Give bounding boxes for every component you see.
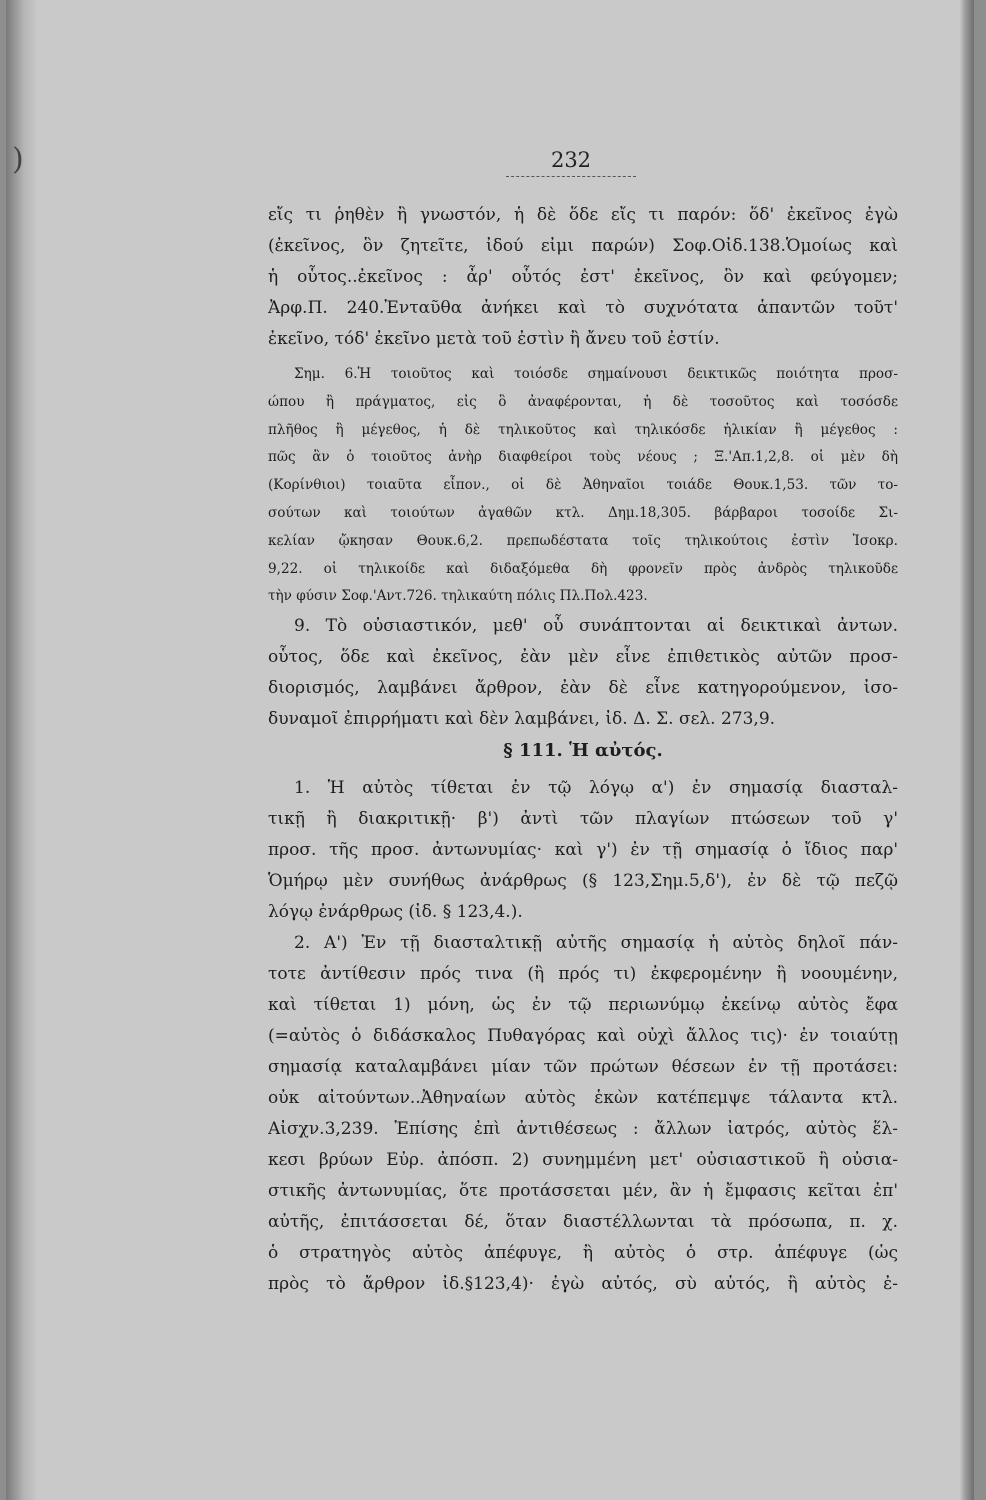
page-number: 232 xyxy=(550,148,592,172)
note-line: πῶς ἂν ὁ τοιοῦτος ἀνὴρ διαφθείροι τοὺς νέους ; Ξ.'Απ.1,2,8. οἱ μὲν δὴ xyxy=(268,449,898,466)
text-line: οὗτος, ὅδε καὶ ἐκεῖνος, ἐὰν μὲν εἶνε ἐπιθετικὸς αὐτῶν προσ- xyxy=(268,647,898,668)
note-line: κελίαν ᾤκησαν Θουκ.6,2. πρεπωδέστατα τοῖς τηλικούτοις ἐστὶν Ἰσοκρ. xyxy=(268,532,898,549)
paragraph-ekeinos xyxy=(268,200,898,355)
text-line: οὐκ αἰτούντων..Ἀθηναίων αὐτὸς ἑκὼν κατέπεμψε τάλαντα κτλ. xyxy=(268,1088,898,1109)
page-gutter xyxy=(6,0,36,1500)
text-line: Αἰσχν.3,239. Ἐπίσης ἐπὶ ἀντιθέσεως : ἄλλων ἰατρός, αὐτὸς ἕλ- xyxy=(268,1119,898,1140)
text-line: διορισμός, λαμβάνει ἄρθρον, ἐὰν δὲ εἶνε κατηγορούμενον, ἰσο- xyxy=(268,678,898,699)
page-number-rule xyxy=(506,176,636,177)
note-6 xyxy=(268,361,898,611)
book-page xyxy=(6,0,974,1500)
note-line: 9,22. οἱ τηλικοίδε καὶ διδαξόμεθα δὴ φρονεῖν πρὸς ἀνδρὸς τηλικοῦδε xyxy=(268,560,898,577)
note-line: ώπου ἢ πράγματος, εἰς ὃ ἀναφέρονται, ἡ δὲ τοσοῦτος καὶ τοσόσδε xyxy=(268,393,898,410)
text-line: τικῇ ἢ διακριτικῇ· β') ἀντὶ τῶν πλαγίων πτώσεων τοῦ γ' xyxy=(268,809,898,830)
text-line: τοτε ἀντίθεσιν πρός τινα (ἢ πρός τι) ἐκφερομένην ἢ νοουμένην, xyxy=(268,964,898,985)
paragraph-9 xyxy=(268,611,898,735)
text-line: εἴς τι ῥηθὲν ἢ γνωστόν, ἡ δὲ ὅδε εἴς τι παρόν: ὅδ' ἐκεῖνος ἐγὼ xyxy=(268,205,898,225)
text-line: ὁ στρατηγὸς αὐτὸς ἀπέφυγε, ἢ αὐτὸς ὁ στρ. ἀπέφυγε (ὡς xyxy=(268,1243,898,1264)
text-line: σημασίᾳ καταλαμβάνει μίαν τῶν πρώτων θέσεων ἐν τῇ προτάσει: xyxy=(268,1057,898,1078)
text-line: δυναμοῖ ἐπιρρήματι καὶ δὲν λαμβάνει, ἰδ. Δ. Σ. σελ. 273,9. xyxy=(268,709,776,730)
text-line: στικῆς ἀντωνυμίας, ὅτε προτάσσεται μέν, ἂν ἡ ἔμφασις κεῖται ἐπ' xyxy=(268,1181,898,1202)
text-line: ἡ οὗτος..ἐκεῖνος : ἆρ' οὗτός ἐστ' ἐκεῖνος, ὃν καὶ φεύγομεν; xyxy=(268,267,898,287)
text-line: κεσι βρύων Εὐρ. ἀπόσπ. 2) συνημμένη μετ' οὐσιαστικοῦ ἢ οὐσια- xyxy=(268,1150,898,1171)
binding-mark: ) xyxy=(12,142,24,177)
note-line: τὴν φύσιν Σοφ.'Αντ.726. τηλικαύτη πόλις Πλ.Πολ.423. xyxy=(268,588,648,605)
section-heading: § 111. Ἡ αὐτός. xyxy=(503,740,663,762)
text-line: καὶ τίθεται 1) μόνη, ὡς ἐν τῷ περιωνύμῳ ἐκείνῳ αὐτὸς ἔφα xyxy=(268,995,898,1016)
text-line: λόγῳ ἐνάρθρως (ἰδ. § 123,4.). xyxy=(268,902,523,923)
text-line: ἐκεῖνο, τόδ' ἐκεῖνο μετὰ τοῦ ἐστὶν ἢ ἄνευ τοῦ ἐστίν. xyxy=(268,329,720,349)
page-edge xyxy=(960,0,974,1500)
note-line: (Κορίνθιοι) τοιαῦτα εἶπον., οἱ δὲ Ἀθηναῖοι τοιάδε Θουκ.1,53. τῶν το- xyxy=(268,477,898,494)
section-111-body xyxy=(268,773,898,1300)
note-line: σούτων καὶ τοιούτων ἀγαθῶν κτλ. Δημ.18,305. βάρβαροι τοσοίδε Σι- xyxy=(268,504,898,521)
text-line: προσ. τῆς προσ. ἀντωνυμίας· καὶ γ') ἐν τῇ σημασίᾳ ὁ ἴδιος παρ' xyxy=(268,840,898,861)
note-line: πλῆθος ἢ μέγεθος, ἡ δὲ τηλικοῦτος καὶ τηλικόσδε ἡλικίαν ἢ μέγεθος : xyxy=(268,421,898,438)
text-line: πρὸς τὸ ἄρθρον ἰδ.§123,4)· ἐγὼ αὐτός, σὺ αὐτός, ἢ αὐτὸς ἐ- xyxy=(268,1274,898,1295)
text-line: 1. Ἡ αὐτὸς τίθεται ἐν τῷ λόγῳ α') ἐν σημασίᾳ διασταλ- xyxy=(294,778,898,799)
text-line: 9. Τὸ οὐσιαστικόν, μεθ' οὗ συνάπτονται αἱ δεικτικαὶ ἀντων. xyxy=(294,616,898,637)
text-line: Ἀρφ.Π. 240.Ἐνταῦθα ἀνήκει καὶ τὸ συχνότατα ἁπαντῶν τοῦτ' xyxy=(268,298,898,318)
text-body xyxy=(268,200,898,1300)
text-line: Ὁμήρῳ μὲν συνήθως ἀνάρθρως (§ 123,Σημ.5,δ'), ἐν δὲ τῷ πεζῷ xyxy=(268,871,898,892)
text-line: αὐτῆς, ἐπιτάσσεται δέ, ὅταν διαστέλλωνται τὰ πρόσωπα, π. χ. xyxy=(268,1212,898,1233)
text-line: (ἐκεῖνος, ὃν ζητεῖτε, ἰδού εἰμι παρών) Σοφ.Οἰδ.138.Ὁμοίως καὶ xyxy=(268,236,898,256)
note-line: Σημ. 6.Ἡ τοιοῦτος καὶ τοιόσδε σημαίνουσι δεικτικῶς ποιότητα προσ- xyxy=(294,366,898,382)
text-line: (=αὐτὸς ὁ διδάσκαλος Πυθαγόρας καὶ οὐχὶ ἄλλος τις)· ἐν τοιαύτῃ xyxy=(268,1026,898,1047)
text-line: 2. Α') Ἐν τῇ διασταλτικῇ αὐτῆς σημασίᾳ ἡ αὐτὸς δηλοῖ πάν- xyxy=(294,933,898,954)
